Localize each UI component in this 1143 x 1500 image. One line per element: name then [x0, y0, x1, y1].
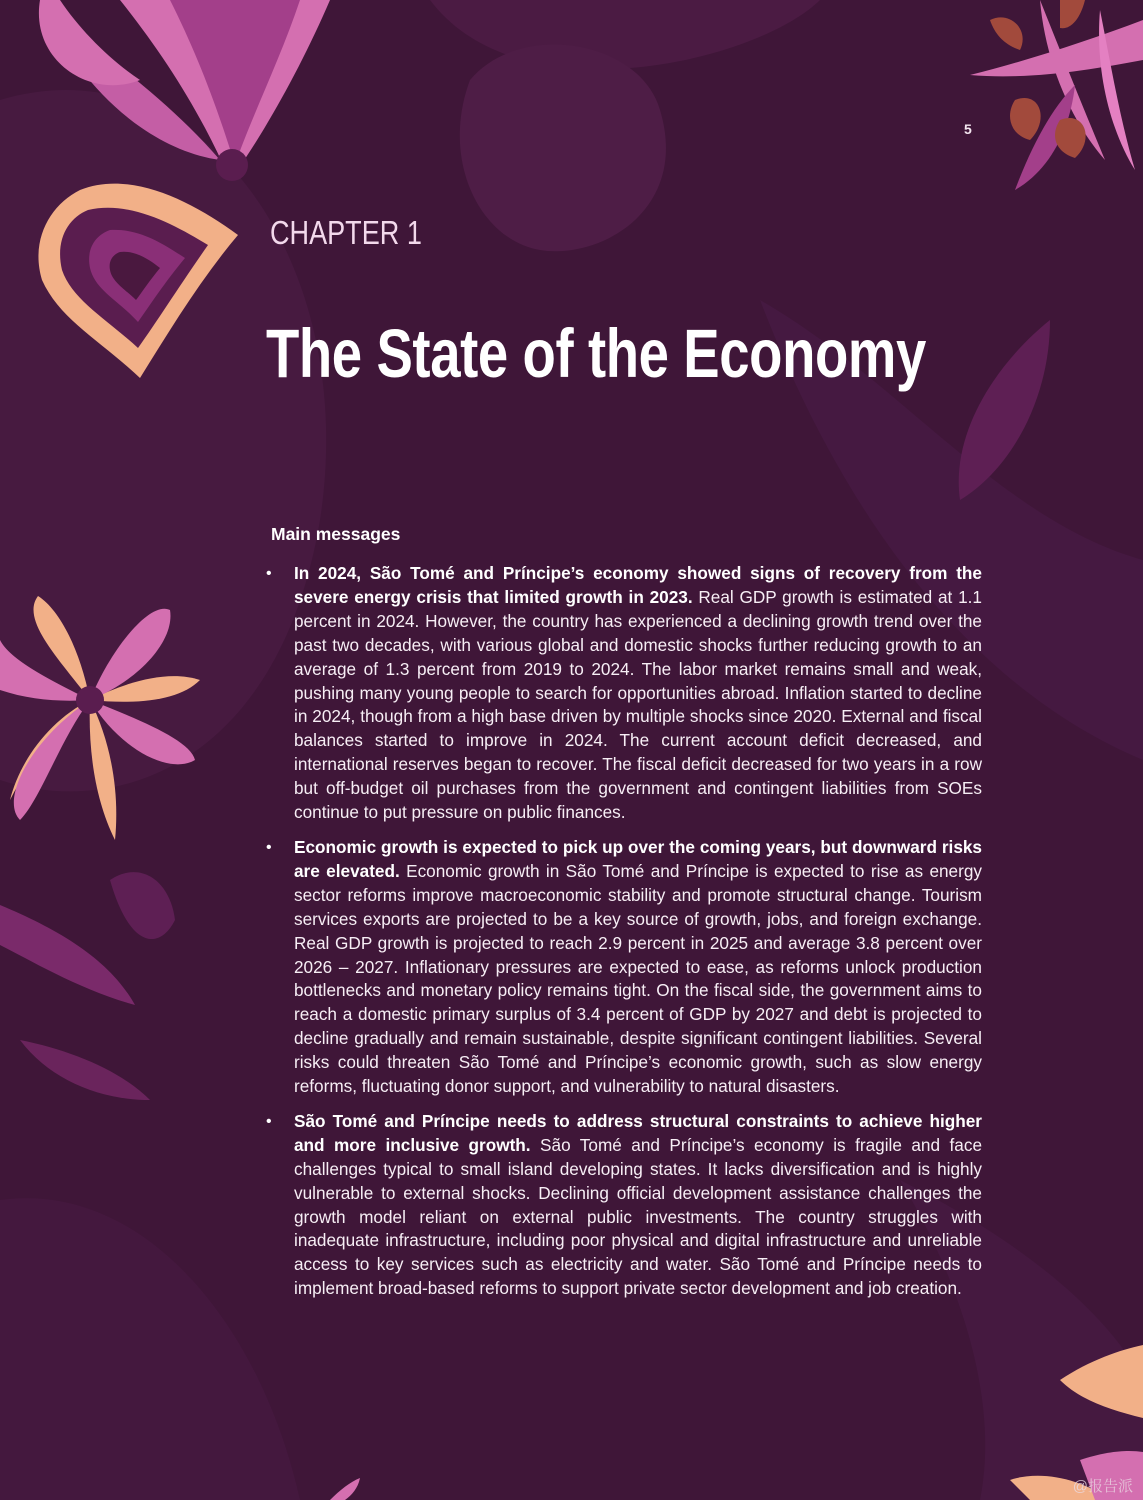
page-title: The State of the Economy [266, 315, 926, 392]
chapter-label: CHAPTER 1 [270, 214, 422, 251]
list-item [266, 1110, 982, 1301]
watermark: @报告派 [1072, 1478, 1133, 1495]
list-item [266, 836, 982, 1099]
bullet-body-text: Economic growth in São Tomé and Príncipe is expected to rise as energy sector reforms improve macroeconomic stability and promote structural change. Tourism services exports are projected to be a key source of growth, jobs, and foreign exchange. Real GDP growth is projected to reach 2.9 percent in 2025 and average 3.8 percent over 2026 – 2027. Inflationary pressures are expected to ease, as reforms unlock production bottlenecks and monetary policy remains tight. On the fiscal side, the government aims to reach a domestic primary surplus of 3.4 percent of GDP by 2027 and debt is projected to decline gradually and remain sustainable, despite significant contingent liabilities. Several risks could threaten São Tomé and Príncipe’s economic growth, such as slow energy reforms, fluctuating donor support, and vulnerability to natural disasters. [294, 860, 982, 1097]
bullet-body-text: São Tomé and Príncipe’s economy is fragile and face challenges typical to small island developing states. It lacks diversification and is highly vulnerable to external shocks. Declining official development assistance challenges the growth model reliant on external public investments. The country struggles with inadequate infrastructure, including poor physical and digital infrastructure and unreliable access to key services such as electricity and water. São Tomé and Príncipe needs to implement broad-based reforms to support private sector development and job creation. [294, 1134, 983, 1299]
page-number: 5 [964, 121, 972, 137]
bullet-lead-text: In 2024, São Tomé and Príncipe’s economy showed signs of recovery from the severe energy crisis that limited growth in 2023. [294, 563, 982, 607]
bullet-icon: • [266, 565, 272, 582]
list-item [266, 562, 982, 825]
bullet-icon: • [266, 1112, 272, 1130]
bullet-body-text: Real GDP growth is estimated at 1.1 percent in 2024. However, the country has experienced a declining growth trend over the past two decades, with various global and domestic shocks further reducing growth to an average of 1.3 percent from 2019 to 2024. The labor market remains small and weak, pushing many young people to search for opportunities abroad. Inflation started to decline in 2024, though from a high base driven by multiple shocks since 2020. External and fiscal balances started to improve in 2024. The current account deficit decreased, and international reserves began to recover. The fiscal deficit decreased for two years in a row but off-budget oil purchases from the government and contingent liabilities from SOEs continue to put pressure on public finances. [294, 586, 982, 823]
main-messages-list [266, 562, 982, 1301]
bullet-lead-text: São Tomé and Príncipe needs to address structural constraints to achieve higher and more inclusive growth. [294, 1110, 982, 1155]
main-messages-heading: Main messages [271, 524, 401, 544]
bullet-lead-text: Economic growth is expected to pick up over the coming years, but downward risks are elevated. [294, 836, 982, 881]
main-messages-section [266, 524, 982, 1312]
bullet-icon: • [266, 838, 272, 856]
